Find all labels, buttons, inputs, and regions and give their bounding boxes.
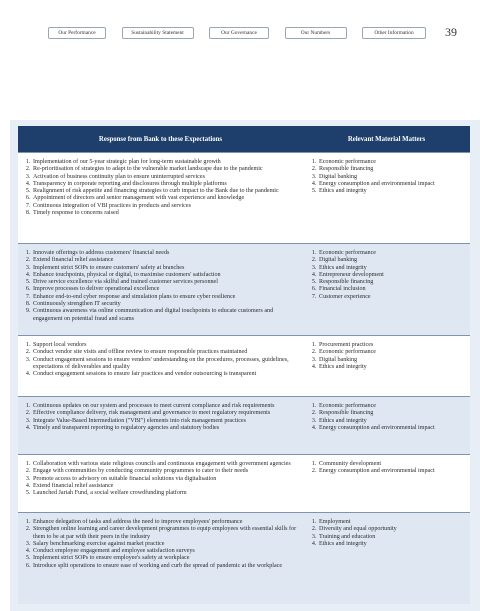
response-item: 1. Collaboration with various state religious councils and continuous engagement with government agencies [32,461,299,468]
top-navigation [48,27,426,41]
response-item: 3. Salary benchmarking exercise against market practice [32,541,299,548]
matter-item: 2. Energy consumption and environmental impact [318,468,466,475]
response-item: 4. Enhance touchpoints, physical or digital, to maximise customers' satisfaction [32,272,299,279]
matter-item: 3. Ethics and integrity [318,265,466,272]
response-cell [18,455,303,512]
response-cell [18,153,303,243]
matter-item: 6. Financial inclusion [318,286,466,293]
matter-item: 3. Training and education [318,534,466,541]
header-material-matters: Relevant Material Matters [347,135,426,143]
tab-other-information[interactable]: Other Information [362,27,426,39]
response-item: 4. Conduct engagement sessions to ensure fair practices and vendor outsourcing is transparent [32,371,299,378]
response-cell [18,513,303,604]
matter-item: 4. Entrepreneur development [318,272,466,279]
response-list [23,159,299,217]
matter-item: 4. Ethics and integrity [318,541,466,548]
response-list [23,519,299,570]
tab-sustainability-statement[interactable]: Sustainability Statement [122,27,194,39]
response-item: 2. Strengthen online learning and career development programmes to equip employees with essential skills for them to be at par with their peers in the industry [32,526,299,541]
response-item: 3. Implement strict SOPs to ensure customers' safety at branches [32,265,299,272]
response-item: 5. Realignment of risk appetite and financing strategies to curb impact to the Bank due to the pandemic [32,188,299,195]
response-item: 5. Launched Jariah Fund, a social welfare crowdfunding platform [32,490,299,497]
response-item: 3. Promote access to advisory on suitable financial solutions via digitalisation [32,476,299,483]
matters-list [309,159,466,195]
matters-list [309,403,466,432]
response-item: 2. Engage with communities by conducting community programmes to cater to their needs [32,468,299,475]
response-item: 9. Continuous awareness via online communication and digital touchpoints to educate customers and engagement on potential fraud and scams [32,308,299,323]
material-matters-cell [303,153,470,243]
material-matters-cell [303,336,470,396]
table-row [18,243,470,335]
material-matters-cell [303,397,470,454]
material-matters-cell [303,513,470,604]
response-list [23,403,299,432]
response-list [23,461,299,497]
table-row [18,512,470,604]
response-item: 1. Innovate offerings to address customers' financial needs [32,250,299,257]
header-response: Response from Bank to these Expectations [98,135,223,143]
matter-item: 5. Ethics and integrity [318,188,466,195]
matter-item: 2. Responsible financing [318,166,466,173]
matter-item: 1. Community development [318,461,466,468]
response-item: 5. Drive service excellence via skilful and trained customer services personnel [32,279,299,286]
response-item: 3. Activation of business continuity plan to ensure uninterrupted services [32,174,299,181]
matter-item: 2. Diversity and equal opportunity [318,526,466,533]
table-row [18,335,470,396]
response-item: 6. Improve processes to deliver operational excellence [32,286,299,293]
matter-item: 4. Energy consumption and environmental impact [318,181,466,188]
tab-our-performance[interactable]: Our Performance [48,27,106,39]
table-body [18,152,470,604]
material-matters-cell [303,455,470,512]
response-item: 2. Effective compliance delivery, risk management and governance to meet regulatory requirements [32,410,299,417]
response-item: 2. Conduct vendor site visits and offline review to ensure responsible practices maintained [32,349,299,356]
matter-item: 2. Economic performance [318,349,466,356]
matters-list [309,519,466,548]
response-item: 4. Conduct employee engagement and employee satisfaction surveys [32,548,299,555]
matters-list [309,461,466,476]
response-item: 4. Extend financial relief assistance [32,483,299,490]
response-item: 7. Continuous integration of VBI practices in products and services [32,203,299,210]
response-item: 5. Implement strict SOPs to ensure employee's safety at workplace [32,555,299,562]
matter-item: 1. Economic performance [318,159,466,166]
matter-item: 2. Responsible financing [318,410,466,417]
response-item: 6. Appointment of directors and senior management with vast experience and knowledge [32,195,299,202]
matters-list [309,250,466,301]
table-row [18,396,470,454]
response-item: 1. Support local vendors [32,342,299,349]
response-item: 8. Continuously strengthen IT security [32,301,299,308]
response-item: 3. Conduct engagement sessions to ensure vendors' understanding on the procedures, processes, guidelines, expectations of deliverables and quality [32,357,299,372]
response-item: 1. Implementation of our 5-year strategic plan for long-term sustainable growth [32,159,299,166]
response-item: 4. Timely and transparent reporting to regulatory agencies and statutory bodies [32,425,299,432]
response-item: 1. Enhance delegation of tasks and address the need to improve employees' performance [32,519,299,526]
page-number: 39 [445,25,457,39]
material-matters-cell [303,244,470,335]
response-item: 7. Enhance end-to-end cyber response and simulation plans to ensure cyber resilience [32,294,299,301]
response-cell [18,244,303,335]
matter-item: 1. Employment [318,519,466,526]
matter-item: 1. Procurement practices [318,342,466,349]
matter-item: 1. Economic performance [318,403,466,410]
matter-item: 4. Energy consumption and environmental impact [318,425,466,432]
table-row [18,152,470,243]
response-item: 2. Extend financial relief assistance [32,257,299,264]
response-cell [18,336,303,396]
matter-item: 3. Digital banking [318,174,466,181]
matters-list [309,342,466,371]
response-item: 3. Integrate Value-Based Intermediation ("VBI") elements into risk management practices [32,418,299,425]
matter-item: 5. Responsible financing [318,279,466,286]
matter-item: 2. Digital banking [318,257,466,264]
matter-item: 7. Customer experience [318,294,466,301]
response-list [23,250,299,323]
expectations-table [18,126,470,604]
response-item: 4. Transparency in corporate reporting and disclosures through multiple platforms [32,181,299,188]
matter-item: 3. Digital banking [318,357,466,364]
response-list [23,342,299,378]
matter-item: 1. Economic performance [318,250,466,257]
matter-item: 4. Ethics and integrity [318,364,466,371]
tab-our-governance[interactable]: Our Governance [209,27,269,39]
response-item: 1. Continuous updates on our system and processes to meet current compliance and risk requirements [32,403,299,410]
matter-item: 3. Ethics and integrity [318,418,466,425]
table-header [18,126,470,152]
response-item: 2. Re-prioritisation of strategies to adapt to the vulnerable market landscape due to the pandemic [32,166,299,173]
tab-our-numbers[interactable]: Our Numbers [285,27,347,39]
response-item: 6. Introduce split operations to ensure ease of working and curb the spread of pandemic at the workplace [32,563,299,570]
table-row [18,454,470,512]
response-cell [18,397,303,454]
response-item: 8. Timely response to concerns raised [32,210,299,217]
